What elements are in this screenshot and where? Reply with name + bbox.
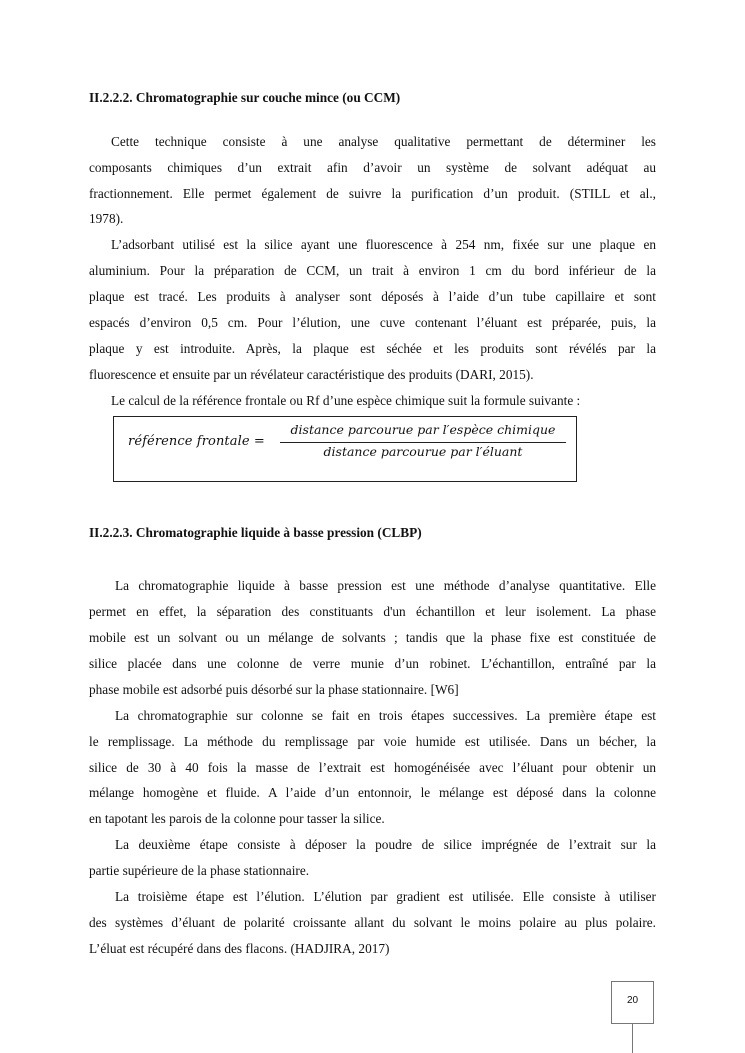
formula-numerator: distance parcourue par l′espèce chimique (290, 422, 556, 437)
page-number: 20 (626, 995, 639, 1006)
page-number-box (611, 981, 654, 1024)
paragraph-line: phase mobile est adsorbé puis désorbé sur la phase stationnaire. [W6] (89, 682, 459, 697)
paragraph-line: Cette technique consiste à une analyse qualitative permettant de déterminer les (111, 134, 656, 149)
paragraph-line: fractionnement. Elle permet également de suivre la purification d’un produit. (STILL et al., (89, 186, 656, 201)
paragraph-line: La chromatographie liquide à basse pression est une méthode d’analyse quantitative. Elle (115, 578, 656, 593)
rf-formula-box (113, 416, 577, 482)
paragraph-line: 1978). (89, 211, 124, 226)
paragraph-line: plaque est tracé. Les produits à analyser sont déposés à l’aide d’un tube capillaire et sont (89, 289, 656, 304)
page-number-connector (632, 1024, 633, 1053)
paragraph-line: des systèmes d’éluant de polarité croissante allant du solvant le moins polaire au plus polaire. (89, 915, 656, 930)
paragraph-line: silice de 30 à 40 fois la masse de l’extrait est homogénéisée avec l’éluant pour obtenir un (89, 760, 656, 775)
paragraph-line: L’adsorbant utilisé est la silice ayant une fluorescence à 254 nm, fixée sur une plaque en (111, 237, 656, 252)
section-heading-ccm: II.2.2.2. Chromatographie sur couche mince (ou CCM) (89, 90, 401, 105)
paragraph-line: Le calcul de la référence frontale ou Rf d’une espèce chimique suit la formule suivante : (111, 393, 581, 408)
fraction-bar (280, 442, 566, 443)
paragraph-line: mobile est un solvant ou un mélange de solvants ; tandis que la phase fixe est constituée de (89, 630, 656, 645)
paragraph-line: mélange homogène et fluide. A l’aide d’un entonnoir, le mélange est déposé dans la colonne (89, 785, 656, 800)
paragraph-line: L’éluat est récupéré dans des flacons. (HADJIRA, 2017) (89, 941, 390, 956)
paragraph-line: La chromatographie sur colonne se fait en trois étapes successives. La première étape est (115, 708, 656, 723)
paragraph-line: plaque y est introduite. Après, la plaque est séchée et les produits sont révélés par la (89, 341, 656, 356)
paragraph-line: permet en effet, la séparation des constituants d'un échantillon et leur isolement. La phase (89, 604, 656, 619)
section-heading-clbp: II.2.2.3. Chromatographie liquide à basse pression (CLBP) (89, 525, 422, 540)
formula-denominator: distance parcourue par l′éluant (323, 444, 523, 459)
paragraph-line: silice placée dans une colonne de verre munie d’un robinet. L’échantillon, entraîné par la (89, 656, 656, 671)
paragraph-line: La troisième étape est l’élution. L’élution par gradient est utilisée. Elle consiste à utiliser (115, 889, 656, 904)
paragraph-line: aluminium. Pour la préparation de CCM, un trait à environ 1 cm du bord inférieur de la (89, 263, 656, 278)
paragraph-line: le remplissage. La méthode du remplissage par voie humide est utilisée. Dans un bécher, la (89, 734, 656, 749)
paragraph-line: partie supérieure de la phase stationnaire. (89, 863, 310, 878)
formula-lhs: référence frontale = (128, 434, 265, 449)
paragraph-line: composants chimiques d’un extrait afin d’avoir un système de solvant adéquat au (89, 160, 656, 175)
paragraph-line: La deuxième étape consiste à déposer la poudre de silice imprégnée de l’extrait sur la (115, 837, 656, 852)
paragraph-line: espacés d’environ 0,5 cm. Pour l’élution, une cuve contenant l’éluant est préparée, puis, la (89, 315, 656, 330)
paragraph-line: fluorescence et ensuite par un révélateur caractéristique des produits (DARI, 2015). (89, 367, 534, 382)
paragraph-line: en tapotant les parois de la colonne pour tasser la silice. (89, 811, 385, 826)
